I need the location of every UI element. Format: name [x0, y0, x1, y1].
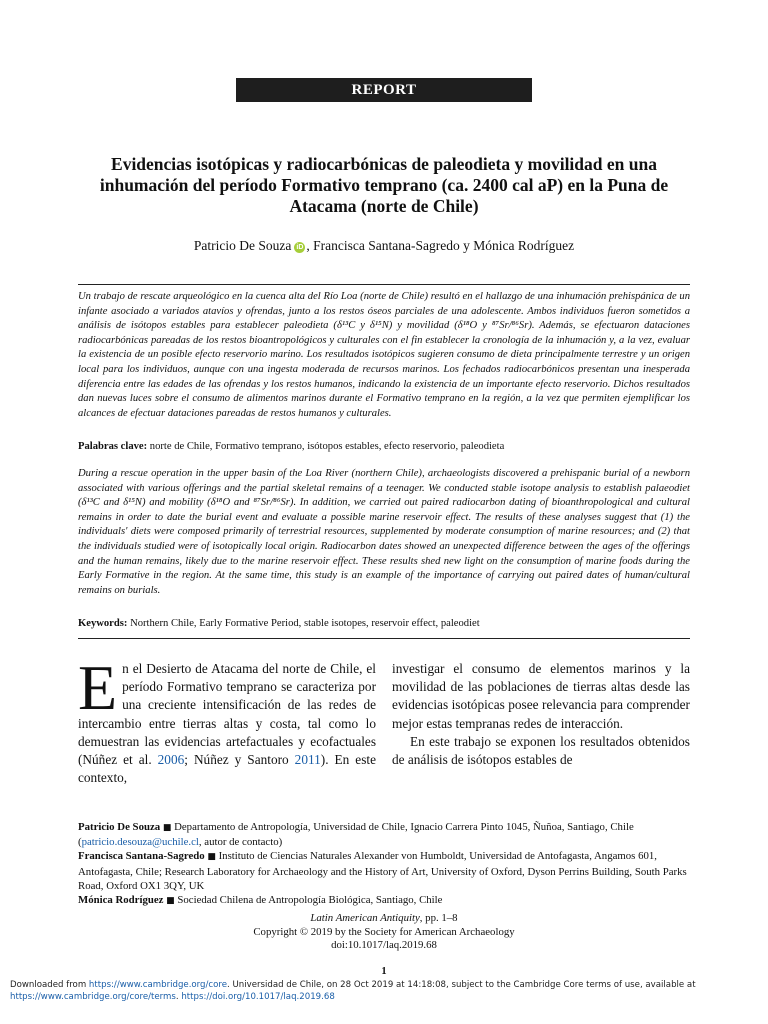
author-first: Patricio De Souza — [193, 238, 292, 253]
affiliation-text: Departamento de Antropología, Universidad de Chile, Ignacio Carrera Pinto 1045, Ñuñoa, Santiago, Chile ( — [78, 821, 634, 849]
orcid-icon[interactable]: iD — [296, 244, 304, 251]
keywords-english-text: Northern Chile, Early Formative Period, stable isotopes, reservoir effect, paleodiet — [127, 618, 480, 629]
download-text: . Universidad de Chile, on 28 Oct 2019 at 14:18:08, subject to the Cambridge Core terms of use, available at — [227, 980, 696, 990]
body-text: n el Desierto de Atacama del norte de Chile, el período Formativo temprano se caracteriza por una creciente intensificación de las redes de intercambio entre tierras altas y costa, tal como lo demuestran las evidencias artefactuales y ecofactuales (Núñez et al. — [78, 661, 376, 768]
keywords-spanish — [78, 440, 690, 454]
affiliation-entry — [78, 849, 690, 893]
page-number: 1 — [381, 966, 387, 977]
body-column-left — [78, 652, 376, 787]
body-paragraph: investigar el consumo de elementos marinos y la movilidad de las poblaciones de tierras altas desde las evidencias isotópicas posee relevancia para comprender mejor estas tempranas redes de interacción. — [392, 661, 690, 731]
body-text: ; Núñez y Santoro — [184, 752, 295, 768]
affiliation-name: Patricio De Souza — [78, 821, 161, 833]
affiliation-entry — [78, 820, 690, 849]
square-bullet-icon: ■ — [166, 896, 175, 907]
download-notice — [10, 979, 760, 1003]
square-bullet-icon: ■ — [162, 823, 172, 833]
square-bullet-icon: ■ — [207, 852, 216, 863]
keywords-english — [78, 617, 690, 631]
bottom-divider — [78, 638, 690, 639]
author-line — [70, 237, 698, 255]
doi-line: doi:10.1017/laq.2019.68 — [331, 939, 437, 951]
keywords-spanish-label: Palabras clave: — [78, 441, 148, 452]
copyright-line: Copyright © 2019 by the Society for American Archaeology — [253, 925, 515, 938]
body-column-right — [392, 660, 690, 769]
journal-name: Latin American Antiquity — [310, 912, 420, 924]
download-text: Downloaded from — [10, 980, 89, 990]
affiliation-text: , autor de contacto) — [198, 836, 283, 849]
citation-link[interactable]: 2011 — [294, 752, 321, 768]
affiliation-name: Mónica Rodríguez — [78, 894, 164, 907]
citation-link[interactable]: 2006 — [157, 752, 185, 768]
terms-link[interactable]: https://www.cambridge.org/core/terms — [10, 992, 176, 1002]
affiliation-text: Instituto de Ciencias Naturales Alexander von Humboldt, Universidad de Antofagasta, Angamos 601, Antofagasta, Chile; Research Laboratory for Archaeology and the History of Art, University of Oxford, Dyson Perrins Building, South Parks Road, Oxford OX1 3QY, UK — [78, 850, 687, 892]
top-divider — [78, 284, 690, 285]
article-title: Evidencias isotópicas y radiocarbónicas de paleodieta y movilidad en una inhumación del período Formativo temprano (ca. 2400 cal aP) en la Puna de Atacama (norte de Chile) — [99, 154, 669, 216]
affiliation-name: Francisca Santana-Sagredo — [78, 850, 205, 863]
journal-pages: , pp. 1–8 — [419, 912, 458, 924]
body-paragraph: En este trabajo se exponen los resultados obtenidos de análisis de isótopos estables de — [392, 733, 690, 768]
keywords-spanish-text: norte de Chile, Formativo temprano, isótopos estables, efecto reservorio, paleodieta — [147, 441, 505, 452]
doi-link[interactable]: https://doi.org/10.1017/laq.2019.68 — [181, 992, 335, 1002]
cambridge-core-link[interactable]: https://www.cambridge.org/core — [88, 980, 228, 990]
drop-cap: E — [78, 652, 118, 723]
journal-info — [70, 912, 698, 953]
author-affiliations — [78, 820, 690, 908]
report-banner: REPORT — [236, 78, 532, 102]
author-rest: , Francisca Santana-Sagredo y Mónica Rodríguez — [306, 238, 575, 253]
affiliation-text: Sociedad Chilena de Antropología Biológica, Santiago, Chile — [174, 894, 443, 907]
affiliation-entry — [78, 893, 690, 908]
download-text: . — [175, 992, 182, 1002]
keywords-english-label: Keywords: — [78, 618, 128, 629]
body-text: ). En este contexto, — [78, 752, 376, 786]
email-link[interactable]: patricio.desouza@uchile.cl — [81, 836, 199, 849]
abstract-spanish: Un trabajo de rescate arqueológico en la cuenca alta del Río Loa (norte de Chile) resultó en el hallazgo de una inhumación prehispánica de un infante asociado a variados atavíos y ofrendas, junto a los restos óseos parciales de una adolescente. Ambos individuos fueron sometidos a análisis de isótopos estables para establecer paleodieta (δ¹³C y δ¹⁵N) y movilidad (δ¹⁸O y ⁸⁷Sr/⁸⁶Sr). Además, se efectuaron dataciones radiocarbónicas pareadas de los restos bioantropológicos y culturales con el fin establecer la cronología de la inhumación y, a la vez, evaluar la existencia de un posible efecto reservorio marino. Los resultados isotópicos sugieren consumo de dieta principalmente terrestre y un origen local para los individuos, aunque con una ingesta moderada de recursos marinos. Los fechados radiocarbónicos presentan una inesperada diferencia entre las edades de las ofrendas y los restos humanos, indicando la existencia de un importante efecto reservorio. Dichos resultados dan nuevas luces sobre el consumo de alimentos marinos durante el Formativo temprano en la región, a la vez que permiten ejemplificar los alcances de efectuar dataciones pareadas de restos humanos y culturales. — [78, 291, 690, 419]
abstract-english: During a rescue operation in the upper basin of the Loa River (northern Chile), archaeologists discovered a prehispanic burial of a newborn associated with various offerings and the partial skeletal remains of a teenager. We conducted stable isotope analysis to establish palaeodiet (δ¹³C and δ¹⁵N) and mobility (δ¹⁸O and ⁸⁷Sr/⁸⁶Sr). In addition, we carried out paired radiocarbon dating of bioanthropological and cultural remains in order to date the burial event and evaluate a possible marine reservoir effect. The results of these analyses suggest that (1) the individuals' diets were composed primarily of terrestrial resources, supplemented by moderate consumption of marine resources; and (2) that the individuals studied were of isotopically local origin. Radiocarbon dates showed an unexpected difference between the ages of the offerings and the human remains, likely due to the marine reservoir effect. These results shed new light on the consumption of marine foods during the Early Formative in the region. At the same time, this study is an example of the importance of carrying out paired dates of human/cultural remains on burials. — [78, 468, 690, 596]
